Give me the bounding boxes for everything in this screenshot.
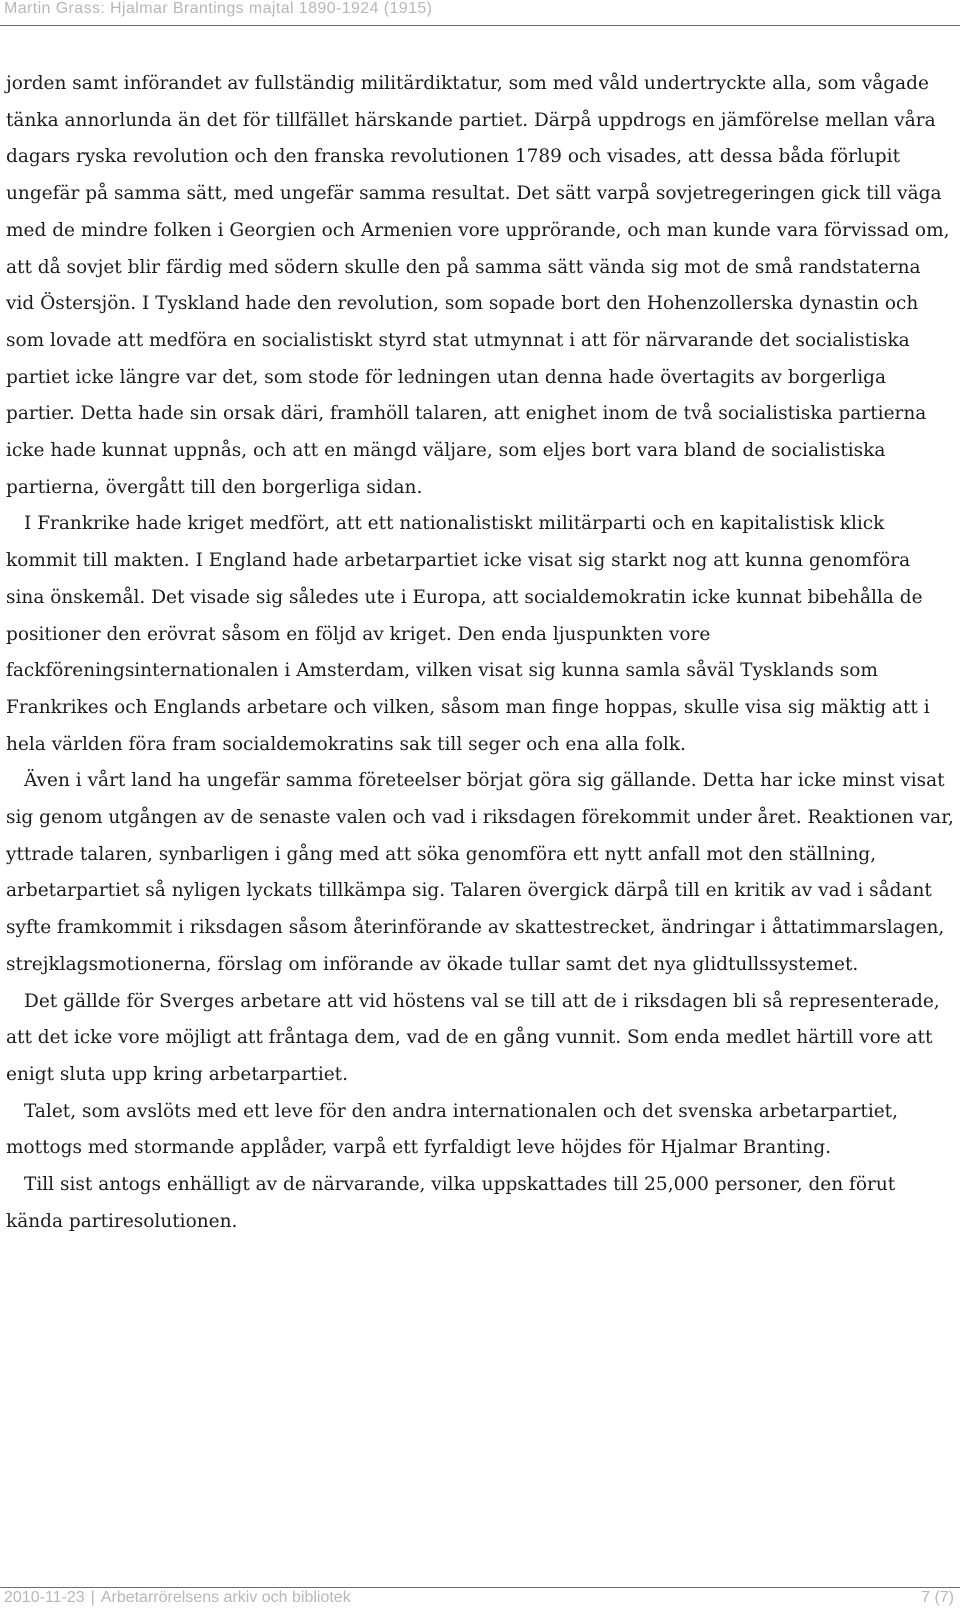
footer-separator: |: [90, 1589, 95, 1606]
page-footer: [4, 1589, 954, 1607]
footer-divider: [0, 1587, 960, 1588]
document-body: [6, 66, 954, 1241]
footer-page-number: 7 (7): [921, 1589, 954, 1606]
page-header-title: Martin Grass: Hjalmar Brantings majtal 1890-1924 (1915): [4, 0, 433, 17]
footer-publisher: Arbetarrörelsens arkiv och bibliotek: [100, 1589, 351, 1606]
paragraph-3: Även i vårt land ha ungefär samma företeelser börjat göra sig gällande. Detta har icke minst visat sig genom utgången av de senaste valen och vad i riksdagen förekommit under året. Reaktionen var, yttrade talaren, synbarligen i gång med att söka genomföra ett nytt anfall mot den ställning, arbetarpartiet så nyligen lyckats tillkämpa sig. Talaren övergick därpå till en kritik av vad i sådant syfte framkommit i riksdagen såsom återinförande av skattestrecket, ändringar i åttatimmarslagen, strejklagsmotionerna, förslag om införande av ökade tullar samt det nya glidtullssystemet.: [6, 770, 954, 975]
header-divider: [0, 25, 960, 26]
paragraph-2: I Frankrike hade kriget medfört, att ett nationalistiskt militärparti och en kapitalistisk klick kommit till makten. I England hade arbetarpartiet icke visat sig starkt nog att kunna genomföra sina önskemål. Det visade sig således ute i Europa, att socialdemokratin icke kunnat bibehålla de positioner den erövrat såsom en följd av kriget. Den enda ljuspunkten vore fackföreningsinternationalen i Amsterdam, vilken visat sig kunna samla såväl Tysklands som Frankrikes och Englands arbetare och vilken, såsom man finge hoppas, skulle visa sig mäktig att i hela världen föra fram socialdemokratins sak till seger och ena alla folk.: [6, 513, 930, 755]
paragraph-6: Till sist antogs enhälligt av de närvarande, vilka uppskattades till 25,000 personer, den förut kända partiresolutionen.: [6, 1174, 896, 1232]
paragraph-5: Talet, som avslöts med ett leve för den andra internationalen och det svenska arbetarpartiet, mottogs med stormande applåder, varpå ett fyrfaldigt leve höjdes för Hjalmar Branting.: [6, 1100, 898, 1159]
paragraph-4: Det gällde för Sverges arbetare att vid höstens val se till att de i riksdagen bli så representerade, att det icke vore möjligt att fråntaga dem, vad de en gång vunnit. Som enda medlet härtill vore att enigt sluta upp kring arbetarpartiet.: [6, 990, 940, 1085]
paragraph-1: jorden samt införandet av fullständig militärdiktatur, som med våld undertryckte alla, som vågade tänka annorlunda än det för tillfället härskande partiet. Därpå uppdrogs en jämförelse mellan våra dagars ryska revolution och den franska revolutionen 1789 och visades, att dessa båda förlupit ungefär på samma sätt, med ungefär samma resultat. Det sätt varpå sovjetregeringen gick till väga med de mindre folken i Georgien och Armenien vore upprörande, och man kunde vara förvissad om, att då sovjet blir färdig med södern skulle den på samma sätt vända sig mot de små randstaterna vid Östersjön. I Tyskland hade den revolution, som sopade bort den Hohenzollerska dynastin och som lovade att medföra en socialistiskt styrd stat utmynnat i att för närvarande det socialistiska partiet icke längre var det, som stode för ledningen utan denna hade övertagits av borgerliga partier. Detta hade sin orsak däri, framhöll talaren, att enighet inom de två socialistiska partierna icke hade kunnat uppnås, och att en mängd väljare, som eljes bort vara bland de socialistiska partierna, övergått till den borgerliga sidan.: [6, 73, 950, 498]
footer-date: 2010-11-23: [4, 1589, 85, 1606]
